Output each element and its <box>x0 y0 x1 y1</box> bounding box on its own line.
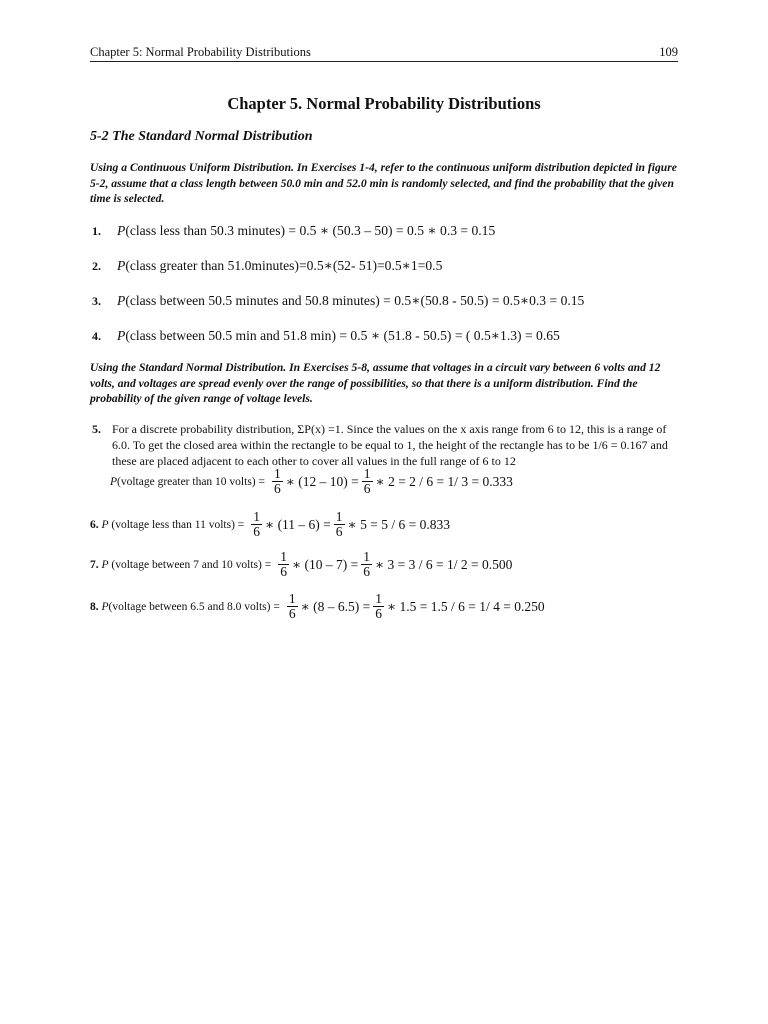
exercise-7 <box>90 550 512 579</box>
exercise-number: 4. <box>92 329 101 343</box>
exercise-number: 8. <box>90 600 99 613</box>
equation-label: (voltage between 6.5 and 8.0 volts) = <box>108 600 280 613</box>
probability-symbol: P <box>117 258 126 273</box>
equation-middle: ∗ (10 – 7) = <box>291 556 359 572</box>
equation-label: (voltage greater than 10 volts) = <box>117 475 265 488</box>
exercise-number: 2. <box>92 259 101 273</box>
exercise-5-text: For a discrete probability distribution, ΣP(x) =1. Since the values on the x axis range from 6 to 12, this is a range of 6.0. To get the closed area within the rectangle to be equal to 1, the height of the rectangle has to be 1/6 = 0.167 and these are placed adjacent to each other to cover all values in the full range of 6 to 12 <box>112 422 668 468</box>
equation-result: ∗ 3 = 3 / 6 = 1/ 2 = 0.500 <box>374 556 513 572</box>
chapter-title: Chapter 5. Normal Probability Distributions <box>227 94 541 113</box>
probability-symbol: P <box>110 475 118 488</box>
exercise-number: 3. <box>92 294 101 308</box>
equation-label: (voltage between 7 and 10 volts) = <box>108 558 272 571</box>
equation-middle: ∗ (8 – 6.5) = <box>300 598 371 614</box>
exercise-8 <box>90 592 545 621</box>
probability-symbol: P <box>101 600 109 613</box>
instructions-1: Using a Continuous Uniform Distribution. In Exercises 1-4, refer to the continuous uniform distribution depicted in figure 5-2, assume that a class length between 50.0 min and 52.0 min is randomly selected, and find the probability that the given time is selected. <box>90 161 677 205</box>
section-heading: 5-2 The Standard Normal Distribution <box>90 129 313 144</box>
fraction: $\frac{1}{6}$ <box>335 509 343 539</box>
equation-result: ∗ 2 = 2 / 6 = 1/ 3 = 0.333 <box>375 473 513 489</box>
equation: (class between 50.5 min and 51.8 min) = 0.5 ∗ (51.8 - 50.5) = ( 0.5∗1.3) = 0.65 <box>125 328 560 343</box>
equation-result: ∗ 5 = 5 / 6 = 0.833 <box>347 516 450 532</box>
fraction: $\frac{1}{6}$ <box>375 591 382 621</box>
equation: (class between 50.5 minutes and 50.8 minutes) = 0.5∗(50.8 - 50.5) = 0.5∗0.3 = 0.15 <box>125 293 585 308</box>
fraction: $\frac{1}{6}$ <box>280 549 287 579</box>
equation-middle: ∗ (12 – 10) = <box>285 473 359 489</box>
probability-symbol: P <box>101 558 109 571</box>
equation-label: (voltage less than 11 volts) = <box>108 518 245 531</box>
exercise-number: 6. <box>90 518 99 531</box>
header-rule <box>90 61 678 62</box>
exercise-5-equation <box>110 467 513 496</box>
exercise-1 <box>92 222 495 240</box>
probability-symbol: P <box>117 293 126 308</box>
equation: (class greater than 51.0minutes)=0.5∗(52- 51)=0.5∗1=0.5 <box>125 258 443 273</box>
instructions-2: Using the Standard Normal Distribution. In Exercises 5-8, assume that voltages in a circuit vary between 6 volts and 12 volts, and voltages are spread evenly over the range of possibilities, so that there is a uniform distribution. Find the probability of the given range of voltage levels. <box>90 361 661 405</box>
exercise-3 <box>92 292 584 310</box>
equation-middle: ∗ (11 – 6) = <box>265 516 331 532</box>
exercise-number: 7. <box>90 558 99 571</box>
probability-symbol: P <box>101 518 109 531</box>
equation: (class less than 50.3 minutes) = 0.5 ∗ (50.3 – 50) = 0.5 ∗ 0.3 = 0.15 <box>125 223 496 238</box>
fraction: $\frac{1}{6}$ <box>253 509 261 539</box>
exercise-number: 1. <box>92 224 101 238</box>
probability-symbol: P <box>117 328 126 343</box>
equation-result: ∗ 1.5 = 1.5 / 6 = 1/ 4 = 0.250 <box>386 598 545 614</box>
fraction: $\frac{1}{6}$ <box>288 591 296 621</box>
fraction: $\frac{1}{6}$ <box>363 549 370 579</box>
fraction: $\frac{1}{6}$ <box>273 466 281 496</box>
exercise-2 <box>92 257 442 275</box>
page-number: 109 <box>659 45 678 59</box>
exercise-number: 5. <box>92 422 101 436</box>
exercise-4 <box>92 327 560 345</box>
running-header: Chapter 5: Normal Probability Distributions <box>90 45 311 59</box>
fraction: $\frac{1}{6}$ <box>363 466 371 496</box>
probability-symbol: P <box>117 223 126 238</box>
exercise-6 <box>90 510 450 539</box>
